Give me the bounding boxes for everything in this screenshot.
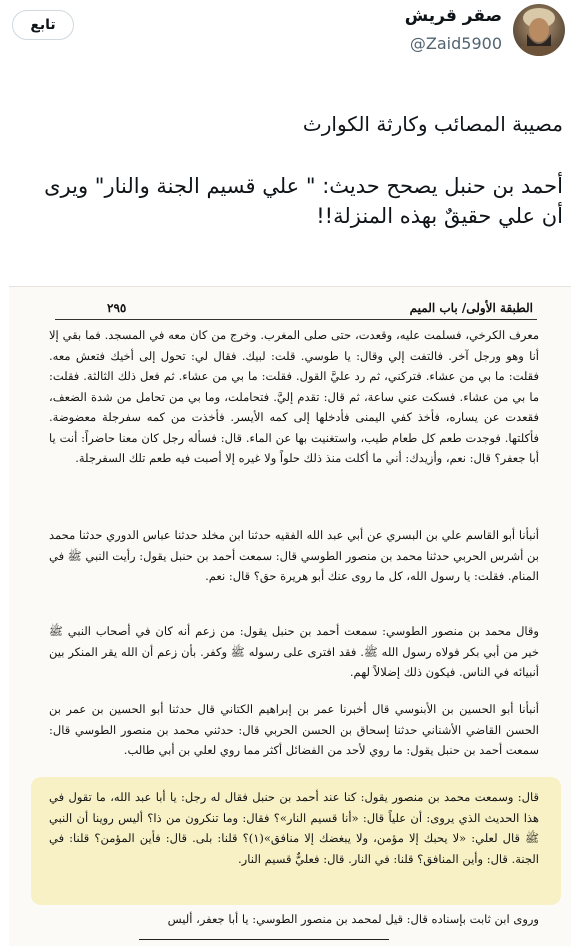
book-page-image[interactable]	[9, 286, 571, 946]
book-paragraph-4: أنبأنا أبو الحسين بن الأبنوسي قال أخبرنا عمر بن إبراهيم الكتاني قال حدثنا أبو الحسين بن عمر بن الحسن القاضي الأشناني حدثنا إسحاق بن الحسن الحربي قال: حدثني محمد بن منصور الطوسي قال: سمعت أحمد بن حنبل يقول: ما روي لأحد من الفضائل أكثر مما روي لعلي بن أبي طالب.	[49, 702, 539, 757]
running-head: الطبقة الأولى/ باب الميم	[409, 301, 533, 315]
display-name[interactable]: صقر قريش	[404, 6, 502, 26]
avatar-portrait-icon	[513, 4, 565, 56]
footnote-divider	[139, 939, 389, 940]
follow-button[interactable]: تابع	[12, 10, 74, 40]
page-number: ٢٩٥	[107, 301, 127, 315]
book-paragraph-5-highlighted: قال: وسمعت محمد بن منصور يقول: كنا عند أحمد بن حنبل فقال له رجل: يا أبا عبد الله، ما تقول في هذا الحديث الذي يروى: أن علياً قال: «أنا قسيم النار»؟ فقال: وما تنكرون من ذا؟ أليس روينا أن النبي ﷺ قال لعلي: «لا يحبك إلا مؤمن، ولا يبغضك إلا منافق»(١)؟ قلنا: بلى. قال: فأين المؤمن؟ قلنا: في الجنة. قال: وأين المنافق؟ قلنا: في النار. قال: فعليٌّ قسيم النار.	[49, 790, 539, 866]
tweet-text-line-1: مصيبة المصائب وكارثة الكوارث	[302, 112, 563, 136]
book-paragraph-3: وقال محمد بن منصور الطوسي: سمعت أحمد بن حنبل يقول: من زعم أنه كان في أصحاب النبي ﷺ خير من أبي بكر فولاه رسول الله ﷺ. فقد افترى على رسوله ﷺ وكفر. بأن زعم أن الله يقر المنكر بين أنبيائه في الناس. فيكون ذلك إضلالاً لهم.	[49, 624, 539, 679]
book-paragraph-6: وروى ابن ثابت بإسناده قال: قيل لمحمد بن منصور الطوسي: يا أبا جعفر، أليس	[167, 912, 539, 926]
tweet-text-line-3: أن علي حقيقٌ بهذه المنزلة!!	[316, 204, 563, 228]
tweet-header	[0, 0, 579, 78]
avatar[interactable]	[513, 4, 565, 56]
tweet-text-line-2: أحمد بن حنبل يصحح حديث: " علي قسيم الجنة والنار" ويرى	[44, 174, 563, 198]
header-divider	[55, 319, 537, 320]
book-page-header	[9, 299, 571, 321]
book-paragraph-1: معرف الكرخي، فسلمت عليه، وقعدت، حتى صلى المغرب. وخرج من كان معه في المسجد. فما بقي إلا أنا وهو ورجل آخر. فالتفت إلي وقال: يا طوسي. قلت: لبيك. فقال لي: تحول إلى أخيك فتعش معه. فقلت: ما بي من عشاء. فتركني، ثم رد عليَّ القول. فقلت: ما بي من عشاء. ثم فعل ذلك الثالثة. فقلت: ما بي من عشاء. فسكت عني ساعة، ثم قال: تقدم إليَّ. فتحاملت، وما بي من تحامل من شدة الضعف، فقعدت عن يساره، فأخذ كفي اليمنى فأدخلها إلى كمه الأيسر. فأخذت من كمه سفرجلة معضوضة. فأكلتها. فوجدت طعم كل طعام طيب، واستغنيت بها عن الماء. قال: فسأله رجل كان معنا حاضراً: أنت يا أبا جعفر؟ قال: نعم، وأزيدك: أني ما أكلت منذ ذلك حلواً ولا غيره إلا أصبت فيه طعم تلك السفرجلة.	[49, 328, 539, 465]
book-paragraph-2: أنبأنا أبو القاسم علي بن البسري عن أبي عبد الله الفقيه حدثنا ابن مخلد حدثنا عباس الدوري حدثنا محمد بن أشرس الحربي حدثنا محمد بن منصور الطوسي قال: سمعت أحمد بن حنبل يقول: رأيت النبي ﷺ في المنام. فقلت: يا رسول الله، كل ما روى عنك أبو هريرة حق؟ قال: نعم.	[49, 528, 539, 583]
user-handle[interactable]: @Zaid5900	[409, 34, 502, 53]
